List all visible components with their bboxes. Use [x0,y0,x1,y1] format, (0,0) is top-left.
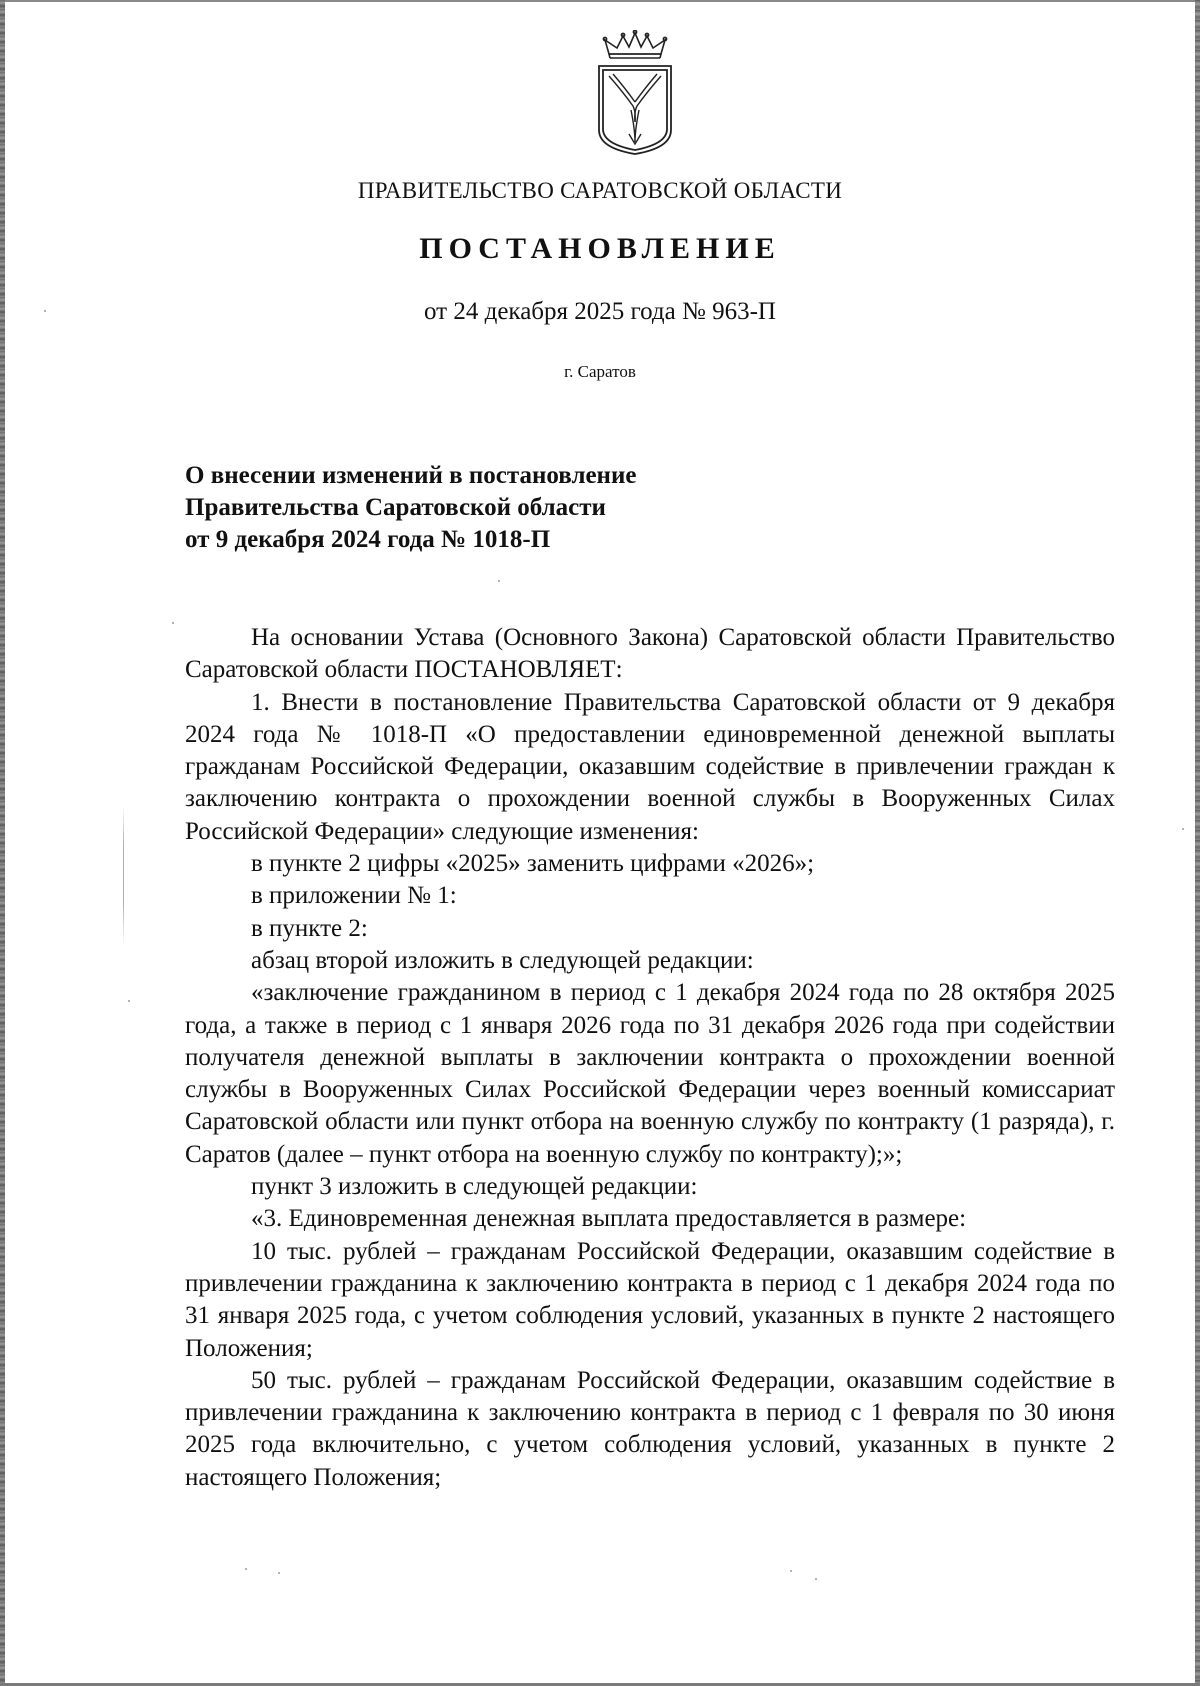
paragraph: 10 тыс. рублей – гражданам Российской Федерации, оказавшим содействие в привлечении гражданина к заключению контракта в период с 1 декабря 2024 года по 31 января 2025 года, с учетом соблюдения условий, указанных в пункте 2 настоящего Положения; [185,1237,1115,1362]
paragraph: абзац второй изложить в следующей редакции: [251,946,754,974]
document-title-line: от 9 декабря 2024 года № 1018-П [185,526,551,553]
paragraph: пункт 3 изложить в следующей редакции: [251,1173,698,1201]
saratov-coat-of-arms-icon [595,30,675,156]
document-city: г. Саратов [564,362,636,381]
paragraph-quote: «3. Единовременная денежная выплата предоставляется в размере: [251,1205,967,1233]
scan-artifact-line [123,805,124,945]
document-title [185,460,825,556]
organization-name: ПРАВИТЕЛЬСТВО САРАТОВСКОЙ ОБЛАСТИ [357,178,843,203]
paragraph-quote: «заключение гражданином в период с 1 декабря 2024 года по 28 октября 2025 года, а также в период с 1 января 2026 года по 31 декабря 2026 года при содействии получателя денежной выплаты в заключении контракта о прохождении военной службы в Вооруженных Силах Российской Федерации через военный комиссариат Саратовской области или пункт отбора на военную службу по контракту (1 разряда), г. Саратов (далее – пункт отбора на военную службу по контракту);»; [185,979,1115,1168]
scan-edge-top [0,0,1200,2]
document-body [185,622,1115,1494]
paragraph: в приложении № 1: [251,882,457,910]
document-date-number: от 24 декабря 2025 года № 963-П [424,298,776,325]
paragraph-preamble: На основании Устава (Основного Закона) Саратовской области Правительство Саратовской области ПОСТАНОВЛЯЕТ: [185,624,1115,684]
document-type: ПОСТАНОВЛЕНИЕ [419,232,781,265]
paragraph: 50 тыс. рублей – гражданам Российской Федерации, оказавшим содействие в привлечении гражданина к заключению контракта в период с 1 февраля по 30 июня 2025 года включительно, с учетом соблюдения условий, указанных в пункте 2 настоящего Положения; [185,1366,1115,1491]
document-title-line: О внесении изменений в постановление [185,462,637,489]
document-title-line: Правительства Саратовской области [185,494,606,521]
paragraph: в пункте 2: [251,914,368,942]
paragraph-item-1: 1. Внести в постановление Правительства Саратовской области от 9 декабря 2024 года № 1018-П «О предоставлении единовременной денежной выплаты гражданам Российской Федерации, оказавшим содействие в привлечении граждан к заключению контракта о прохождении военной службы в Вооруженных Силах Российской Федерации» следующие изменения: [185,688,1115,845]
paragraph: в пункте 2 цифры «2025» заменить цифрами «2026»; [251,850,815,878]
